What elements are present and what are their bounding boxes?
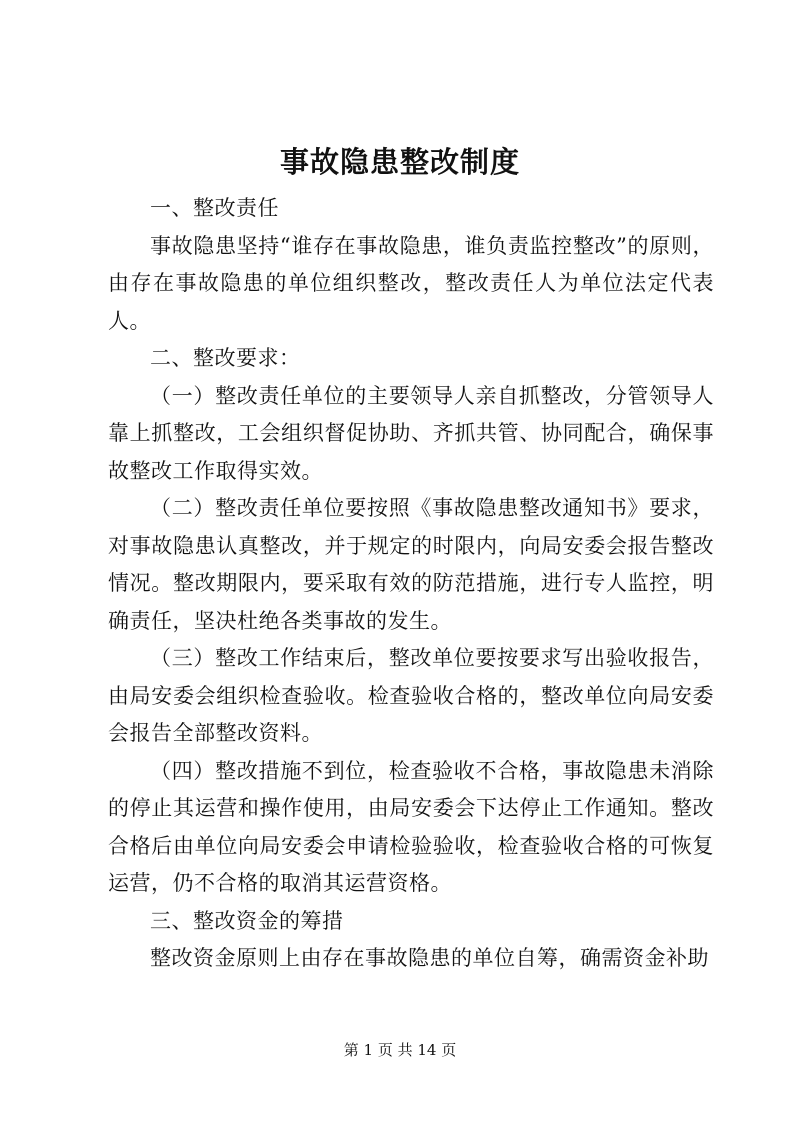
- page-number-footer: 第 1 页 共 14 页: [343, 1041, 457, 1059]
- section-heading-requirements: 二、整改要求：: [150, 346, 301, 370]
- section-heading-funding: 三、整改资金的筹措: [150, 908, 344, 933]
- document-body: [108, 190, 714, 978]
- paragraph-requirement-2: （二）整改责任单位要按照《事故隐患整改通知书》要求，对事故隐患认真整改，并于规定的时限内，向局安委会报告整改情况。整改期限内，要采取有效的防范措施，进行专人监控，明确责任，坚决杜绝各类事故的发生。: [108, 496, 714, 633]
- document-title: 事故隐患整改制度: [279, 145, 520, 179]
- paragraph-principle: 事故隐患坚持“谁存在事故隐患，谁负责监控整改”的原则，由存在事故隐患的单位组织整改，整改责任人为单位法定代表人。: [108, 233, 714, 333]
- paragraph-requirement-4: （四）整改措施不到位，检查验收不合格，事故隐患未消除的停止其运营和操作使用，由局安委会下达停止工作通知。整改合格后由单位向局安委会申请检验验收，检查验收合格的可恢复运营，仍不合格的取消其运营资格。: [108, 758, 714, 895]
- paragraph-requirement-3: （三）整改工作结束后，整改单位要按要求写出验收报告，由局安委会组织检查验收。检查验收合格的，整改单位向局安委会报告全部整改资料。: [108, 646, 714, 745]
- section-heading-responsibility: 一、整改责任: [150, 196, 279, 220]
- paragraph-requirement-1: （一）整改责任单位的主要领导人亲自抓整改，分管领导人靠上抓整改，工会组织督促协助、齐抓共管、协同配合，确保事故整改工作取得实效。: [108, 383, 714, 483]
- paragraph-funding: 整改资金原则上由存在事故隐患的单位自筹，确需资金补助: [150, 946, 709, 970]
